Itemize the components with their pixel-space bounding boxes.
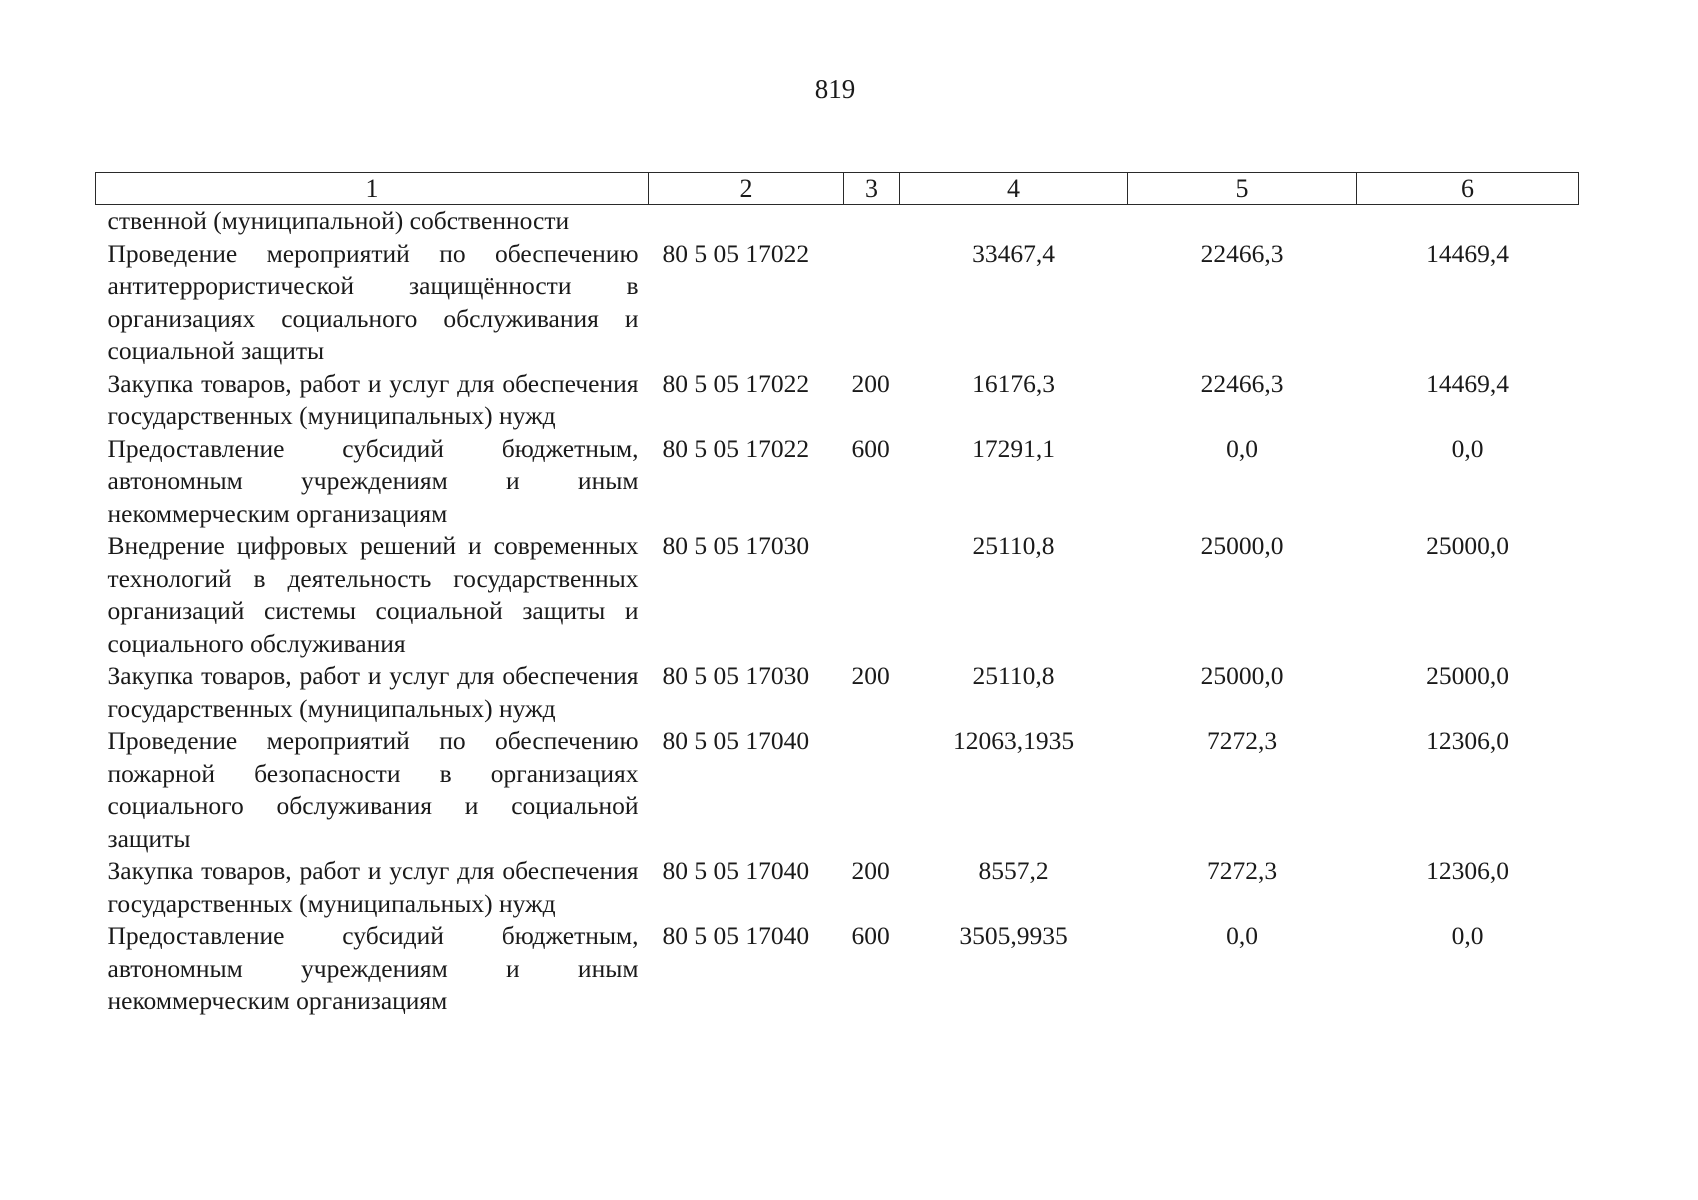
- row-value-6: 14469,4: [1426, 368, 1509, 398]
- row-value-5: 7272,3: [1206, 726, 1278, 755]
- column-header-3: 3: [844, 173, 900, 205]
- row-expense-type: 600: [851, 921, 890, 950]
- column-header-5: 5: [1128, 173, 1357, 205]
- row-value-6: 12306,0: [1426, 856, 1509, 885]
- row-code: 80 5 05 17040: [662, 726, 810, 755]
- column-header-1: 1: [96, 173, 649, 205]
- row-name: ственной (муниципальной) собственности: [107, 206, 570, 235]
- row-value-4: [900, 205, 1128, 238]
- row-code: 80 5 05 17030: [662, 661, 810, 690]
- row-value-5: 0,0: [1226, 921, 1258, 950]
- row-value-6: 0,0: [1451, 921, 1484, 950]
- table-row: [96, 725, 1579, 855]
- row-value-6: [1357, 205, 1579, 238]
- row-name: Проведение мероприятий по обеспечению антитеррористической защищённости в организациях социального обслуживания и социальной защиты: [107, 238, 639, 365]
- row-value-6: 25000,0: [1426, 661, 1509, 690]
- table-row: [96, 238, 1579, 368]
- row-expense-type: 600: [851, 433, 890, 463]
- table-row: [96, 433, 1579, 531]
- row-value-6: 25000,0: [1426, 531, 1509, 560]
- row-value-6: 0,0: [1451, 433, 1484, 463]
- row-expense-type: 200: [851, 856, 890, 885]
- row-name: Закупка товаров, работ и услуг для обеспечения государственных (муниципальных) нужд: [107, 661, 639, 723]
- table-header-row: [96, 173, 1579, 205]
- row-value-5: 25000,0: [1200, 531, 1284, 560]
- row-value-4: 3505,9935: [959, 921, 1068, 950]
- row-code: 80 5 05 17022: [662, 238, 810, 268]
- row-value-5: 25000,0: [1200, 661, 1284, 690]
- table-row: [96, 368, 1579, 433]
- row-value-5: 0,0: [1226, 433, 1258, 463]
- row-code: 80 5 05 17030: [662, 531, 810, 560]
- budget-table: [95, 172, 1579, 1018]
- row-code: 80 5 05 17022: [662, 433, 810, 463]
- row-value-4: 17291,1: [972, 433, 1055, 463]
- row-code: 80 5 05 17040: [662, 921, 810, 950]
- row-code: 80 5 05 17040: [662, 856, 810, 885]
- row-name: Предоставление субсидий бюджетным, автономным учреждениям и иным некоммерческим организациям: [107, 921, 639, 1015]
- row-code: [649, 205, 844, 238]
- column-header-4: 4: [900, 173, 1128, 205]
- row-name: Закупка товаров, работ и услуг для обеспечения государственных (муниципальных) нужд: [107, 368, 639, 430]
- row-value-4: 25110,8: [972, 661, 1055, 690]
- row-value-5: 22466,3: [1200, 238, 1284, 268]
- row-expense-type: [844, 725, 900, 855]
- table-row: [96, 855, 1579, 920]
- table-row: [96, 530, 1579, 660]
- row-value-4: 16176,3: [972, 368, 1055, 398]
- column-header-6: 6: [1357, 173, 1579, 205]
- row-name: Проведение мероприятий по обеспечению пожарной безопасности в организациях социального обслуживания и социальной защиты: [107, 726, 639, 853]
- page-number: 819: [814, 74, 856, 104]
- row-expense-type: [844, 530, 900, 660]
- budget-table-container: [95, 172, 1578, 1018]
- row-value-4: 25110,8: [972, 531, 1055, 560]
- row-name: Закупка товаров, работ и услуг для обеспечения государственных (муниципальных) нужд: [107, 856, 639, 918]
- row-expense-type: 200: [851, 661, 890, 690]
- table-row: [96, 205, 1579, 238]
- row-value-4: 12063,1935: [952, 726, 1075, 755]
- row-value-4: 33467,4: [972, 238, 1055, 268]
- row-value-6: 14469,4: [1426, 238, 1509, 268]
- table-row: [96, 660, 1579, 725]
- row-name: Предоставление субсидий бюджетным, автономным учреждениям и иным некоммерческим организациям: [107, 433, 639, 528]
- row-expense-type: [844, 238, 900, 368]
- row-value-5: [1128, 205, 1357, 238]
- row-name: Внедрение цифровых решений и современных технологий в деятельность государственных организаций системы социальной защиты и социального обслуживания: [107, 531, 639, 658]
- table-row: [96, 920, 1579, 1018]
- row-value-4: 8557,2: [978, 856, 1049, 885]
- row-expense-type: [844, 205, 900, 238]
- column-header-2: 2: [649, 173, 844, 205]
- row-code: 80 5 05 17022: [662, 368, 810, 398]
- row-value-5: 22466,3: [1200, 368, 1284, 398]
- row-value-6: 12306,0: [1426, 726, 1509, 755]
- row-value-5: 7272,3: [1206, 856, 1278, 885]
- row-expense-type: 200: [851, 368, 890, 398]
